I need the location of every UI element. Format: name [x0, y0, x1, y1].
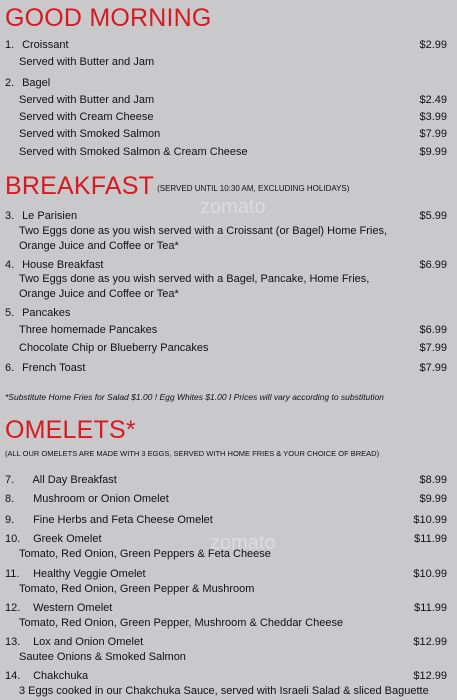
option-label: Served with Smoked Salmon: [19, 128, 161, 140]
item-number: 13.: [5, 636, 21, 648]
item-description: Two Eggs done as you wish served with a Croissant (or Bagel) Home Fries,: [19, 225, 388, 237]
option-price: $2.49: [419, 94, 447, 106]
item-price: $12.99: [413, 636, 447, 648]
option-label: Served with Butter and Jam: [19, 56, 155, 68]
item-number: 3.: [5, 210, 15, 222]
item-price: $11.99: [414, 602, 447, 614]
item-number: 1.: [5, 39, 15, 51]
option-label: Served with Cream Cheese: [19, 111, 154, 123]
item-description: Sautee Onions & Smoked Salmon: [19, 651, 186, 663]
item-name: House Breakfast: [22, 259, 104, 271]
item-price: $11.99: [414, 533, 447, 545]
item-price: $6.99: [419, 259, 447, 271]
item-price: $2.99: [419, 39, 447, 51]
menu-option: [5, 127, 447, 141]
watermark: zomato: [200, 196, 266, 218]
item-description: Orange Juice and Coffee or Tea*: [19, 288, 179, 300]
item-number: 12.: [5, 602, 21, 614]
option-label: Served with Butter and Jam: [19, 94, 155, 106]
item-name: Healthy Veggie Omelet: [33, 568, 146, 580]
option-price: $3.99: [419, 111, 447, 123]
menu-option: [5, 323, 447, 337]
item-number: 14.: [5, 670, 21, 682]
substitution-footnote: *Substitute Home Fries for Salad $1.00 ! Egg Whites $1.00 I Prices will vary according to substitution: [5, 392, 384, 402]
watermark: zomato: [210, 532, 276, 554]
item-name: Croissant: [22, 39, 69, 51]
item-price: $10.99: [413, 514, 447, 526]
item-name: French Toast: [22, 362, 86, 374]
menu-item-pancakes: [5, 306, 447, 320]
item-description: Two Eggs done as you wish served with a Bagel, Pancake, Home Fries,: [19, 273, 370, 285]
option-price: $6.99: [419, 324, 447, 336]
item-price: $5.99: [419, 210, 447, 222]
item-name: Greek Omelet: [33, 533, 102, 545]
option-price: $9.99: [419, 146, 447, 158]
item-name: Pancakes: [22, 307, 71, 319]
item-name: Chakchuka: [33, 670, 89, 682]
section-title-good-morning: GOOD MORNING: [5, 4, 212, 32]
item-description: Tomato, Red Onion, Green Pepper, Mushroom & Cheddar Cheese: [19, 617, 344, 629]
menu-item-omelet: [5, 669, 447, 683]
menu-option: [5, 145, 447, 159]
item-price: $9.99: [419, 493, 447, 505]
item-price: $10.99: [413, 568, 447, 580]
item-name: Lox and Onion Omelet: [33, 636, 144, 648]
item-description: Tomato, Red Onion, Green Peppers & Feta Cheese: [19, 548, 271, 560]
menu-item-bagel: [5, 76, 447, 90]
menu-option: [5, 55, 447, 69]
menu-item-omelet: [5, 567, 447, 581]
item-name: Mushroom or Onion Omelet: [33, 493, 169, 505]
section-title-omelets: OMELETS*: [5, 416, 136, 444]
menu-item-omelet: [5, 635, 447, 649]
item-number: 8.: [5, 493, 15, 505]
menu-item-french-toast: [5, 361, 447, 375]
menu-item-omelet: [5, 513, 447, 527]
option-price: $7.99: [419, 128, 447, 140]
menu-item-croissant: [5, 38, 447, 52]
menu-item-le-parisien: [5, 209, 447, 223]
item-name: Bagel: [22, 77, 51, 89]
item-number: 10.: [5, 533, 21, 545]
item-number: 7.: [5, 474, 15, 486]
menu-option: [5, 93, 447, 107]
item-name: Western Omelet: [33, 602, 113, 614]
menu-item-omelet: [5, 492, 447, 506]
item-description: Orange Juice and Coffee or Tea*: [19, 240, 179, 252]
item-name: Le Parisien: [22, 210, 78, 222]
section-title-text: BREAKFAST: [5, 172, 155, 200]
menu-item-omelet: [5, 532, 447, 546]
section-note: (SERVED UNTIL 10:30 AM, EXCLUDING HOLIDAYS): [157, 184, 350, 193]
item-description: 3 Eggs cooked in our Chakchuka Sauce, served with Israeli Salad & sliced Baguette: [19, 685, 429, 697]
item-price: $12.99: [413, 670, 447, 682]
option-label: Three homemade Pancakes: [19, 324, 158, 336]
section-note: (ALL OUR OMELETS ARE MADE WITH 3 EGGS, SERVED WITH HOME FRIES & YOUR CHOICE OF BREAD): [5, 449, 380, 458]
item-number: 6.: [5, 362, 15, 374]
item-description: Tomato, Red Onion, Green Pepper & Mushroom: [19, 583, 255, 595]
section-title-breakfast: [5, 172, 349, 203]
item-number: 11.: [5, 568, 20, 580]
item-number: 9.: [5, 514, 15, 526]
menu-option: [5, 110, 447, 124]
option-label: Served with Smoked Salmon & Cream Cheese: [19, 146, 248, 158]
item-price: $7.99: [419, 362, 447, 374]
item-name: Fine Herbs and Feta Cheese Omelet: [33, 514, 213, 526]
item-number: 2.: [5, 77, 15, 89]
menu-item-omelet: [5, 473, 447, 487]
item-price: $8.99: [419, 474, 447, 486]
menu-option: [5, 341, 447, 355]
menu-item-house-breakfast: [5, 258, 447, 272]
menu-item-omelet: [5, 601, 447, 615]
option-price: $7.99: [419, 342, 447, 354]
option-label: Chocolate Chip or Blueberry Pancakes: [19, 342, 209, 354]
item-number: 5.: [5, 307, 15, 319]
item-name: All Day Breakfast: [32, 474, 117, 486]
item-number: 4.: [5, 259, 15, 271]
